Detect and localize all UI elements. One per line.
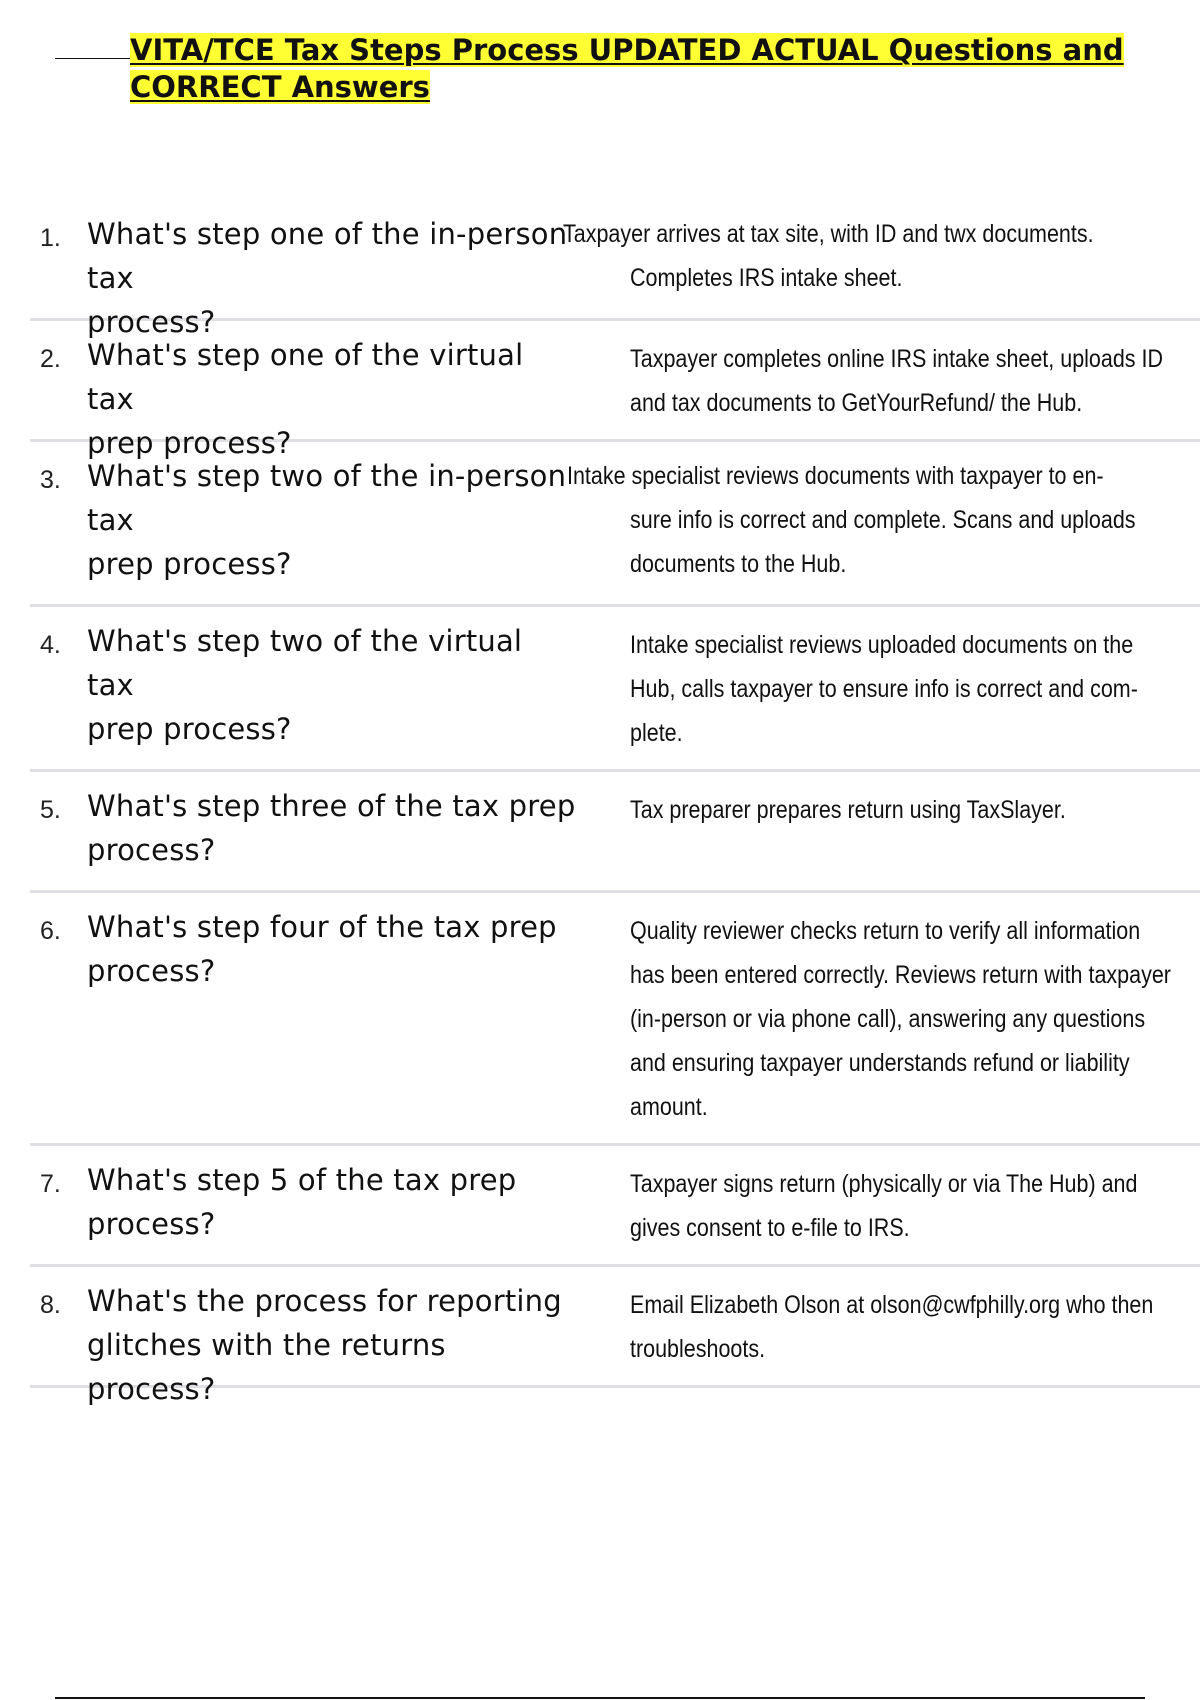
qa-question-line: glitches with the returns process? [87, 1328, 446, 1406]
qa-item-1 [30, 200, 1200, 339]
qa-answer-line: Taxpayer completes online IRS intake sheet, uploads ID [630, 345, 1164, 373]
qa-question [87, 619, 577, 751]
page-bottom-rule [55, 1697, 1145, 1699]
qa-item-6 [30, 893, 1200, 1146]
qa-question-line: process? [87, 1207, 216, 1241]
qa-question-line: What's step three of the tax prep [87, 789, 576, 823]
qa-answer-line: sure info is correct and complete. Scans and uploads [629, 506, 1136, 534]
qa-answer-line: Taxpayer arrives at tax site, with ID and twx documents. [563, 220, 1094, 248]
qa-answer-line: Quality reviewer checks return to verify all information [630, 917, 1141, 945]
qa-item-7 [30, 1146, 1200, 1267]
qa-question [87, 454, 577, 586]
qa-answer [567, 454, 1152, 586]
qa-question-line: What's step four of the tax prep [87, 910, 557, 944]
qa-item-number: 8. [40, 1291, 61, 1319]
qa-list [30, 200, 1200, 1406]
qa-item-4 [30, 607, 1200, 772]
qa-answer-line: Hub, calls taxpayer to ensure info is correct and com- [630, 675, 1138, 703]
qa-question-line: What's step one of the in-person tax [87, 217, 568, 295]
qa-item-number: 3. [40, 466, 61, 494]
qa-answer-line: has been entered correctly. Reviews return with taxpayer [630, 961, 1171, 989]
qa-answer-line: Taxpayer signs return (physically or via The Hub) and [630, 1170, 1138, 1198]
qa-answer [630, 788, 1200, 832]
qa-answer [630, 1283, 1200, 1371]
qa-question [87, 1279, 577, 1411]
qa-answer-line: amount. [630, 1093, 708, 1121]
qa-question-line: What's step two of the virtual tax [87, 624, 523, 702]
qa-answer [630, 623, 1200, 755]
qa-answer [630, 909, 1200, 1129]
qa-answer-line: Intake specialist reviews documents with taxpayer to en- [567, 462, 1104, 490]
qa-answer-line: Email Elizabeth Olson at olson@cwfphilly.org who then [630, 1291, 1154, 1319]
qa-question-line: process? [87, 305, 216, 339]
qa-question [87, 1158, 577, 1246]
qa-item-number: 4. [40, 631, 61, 659]
document-title [130, 32, 1130, 106]
qa-question [87, 784, 577, 872]
qa-item-5 [30, 772, 1200, 893]
qa-item-number: 2. [40, 345, 61, 373]
qa-question-line: What's step 5 of the tax prep [87, 1163, 517, 1197]
qa-answer-line: plete. [630, 719, 683, 747]
qa-answer [630, 1162, 1200, 1250]
qa-answer-line: and ensuring taxpayer understands refund or liability [630, 1049, 1130, 1077]
qa-answer-line: Completes IRS intake sheet. [629, 264, 903, 292]
qa-question-line: process? [87, 954, 216, 988]
document-title-line-1: VITA/TCE Tax Steps Process UPDATED ACTUAL Questions and [130, 33, 1124, 67]
qa-item-number: 7. [40, 1170, 61, 1198]
document-header [0, 30, 1200, 120]
qa-item-number: 5. [40, 796, 61, 824]
qa-question-line: What's step two of the in-person tax [87, 459, 567, 537]
qa-item-number: 6. [40, 917, 61, 945]
qa-answer-line: Intake specialist reviews uploaded documents on the [630, 631, 1134, 659]
qa-item-number: 1. [40, 224, 61, 252]
qa-answer-line: gives consent to e-file to IRS. [630, 1214, 910, 1242]
qa-question-line: prep process? [87, 712, 292, 746]
qa-question-line: What's the process for reporting [87, 1284, 562, 1318]
qa-answer-line: Tax preparer prepares return using TaxSlayer. [630, 796, 1066, 824]
qa-question-line: process? [87, 833, 216, 867]
qa-answer-line: troubleshoots. [630, 1335, 766, 1363]
qa-question-line: prep process? [87, 426, 292, 460]
title-leader-rule [55, 58, 133, 59]
qa-answer [563, 212, 1148, 300]
document-title-line-2: CORRECT Answers [130, 70, 430, 104]
qa-answer [630, 337, 1200, 425]
qa-answer-line: and tax documents to GetYourRefund/ the Hub. [630, 389, 1083, 417]
qa-item-8 [30, 1267, 1200, 1406]
qa-answer-line: (in-person or via phone call), answering any questions [630, 1005, 1146, 1033]
qa-item-2 [30, 321, 1200, 460]
qa-question-line: What's step one of the virtual tax [87, 338, 524, 416]
qa-question-line: prep process? [87, 547, 292, 581]
qa-question [87, 905, 577, 993]
qa-item-3 [30, 442, 1200, 607]
qa-answer-line: documents to the Hub. [629, 550, 847, 578]
